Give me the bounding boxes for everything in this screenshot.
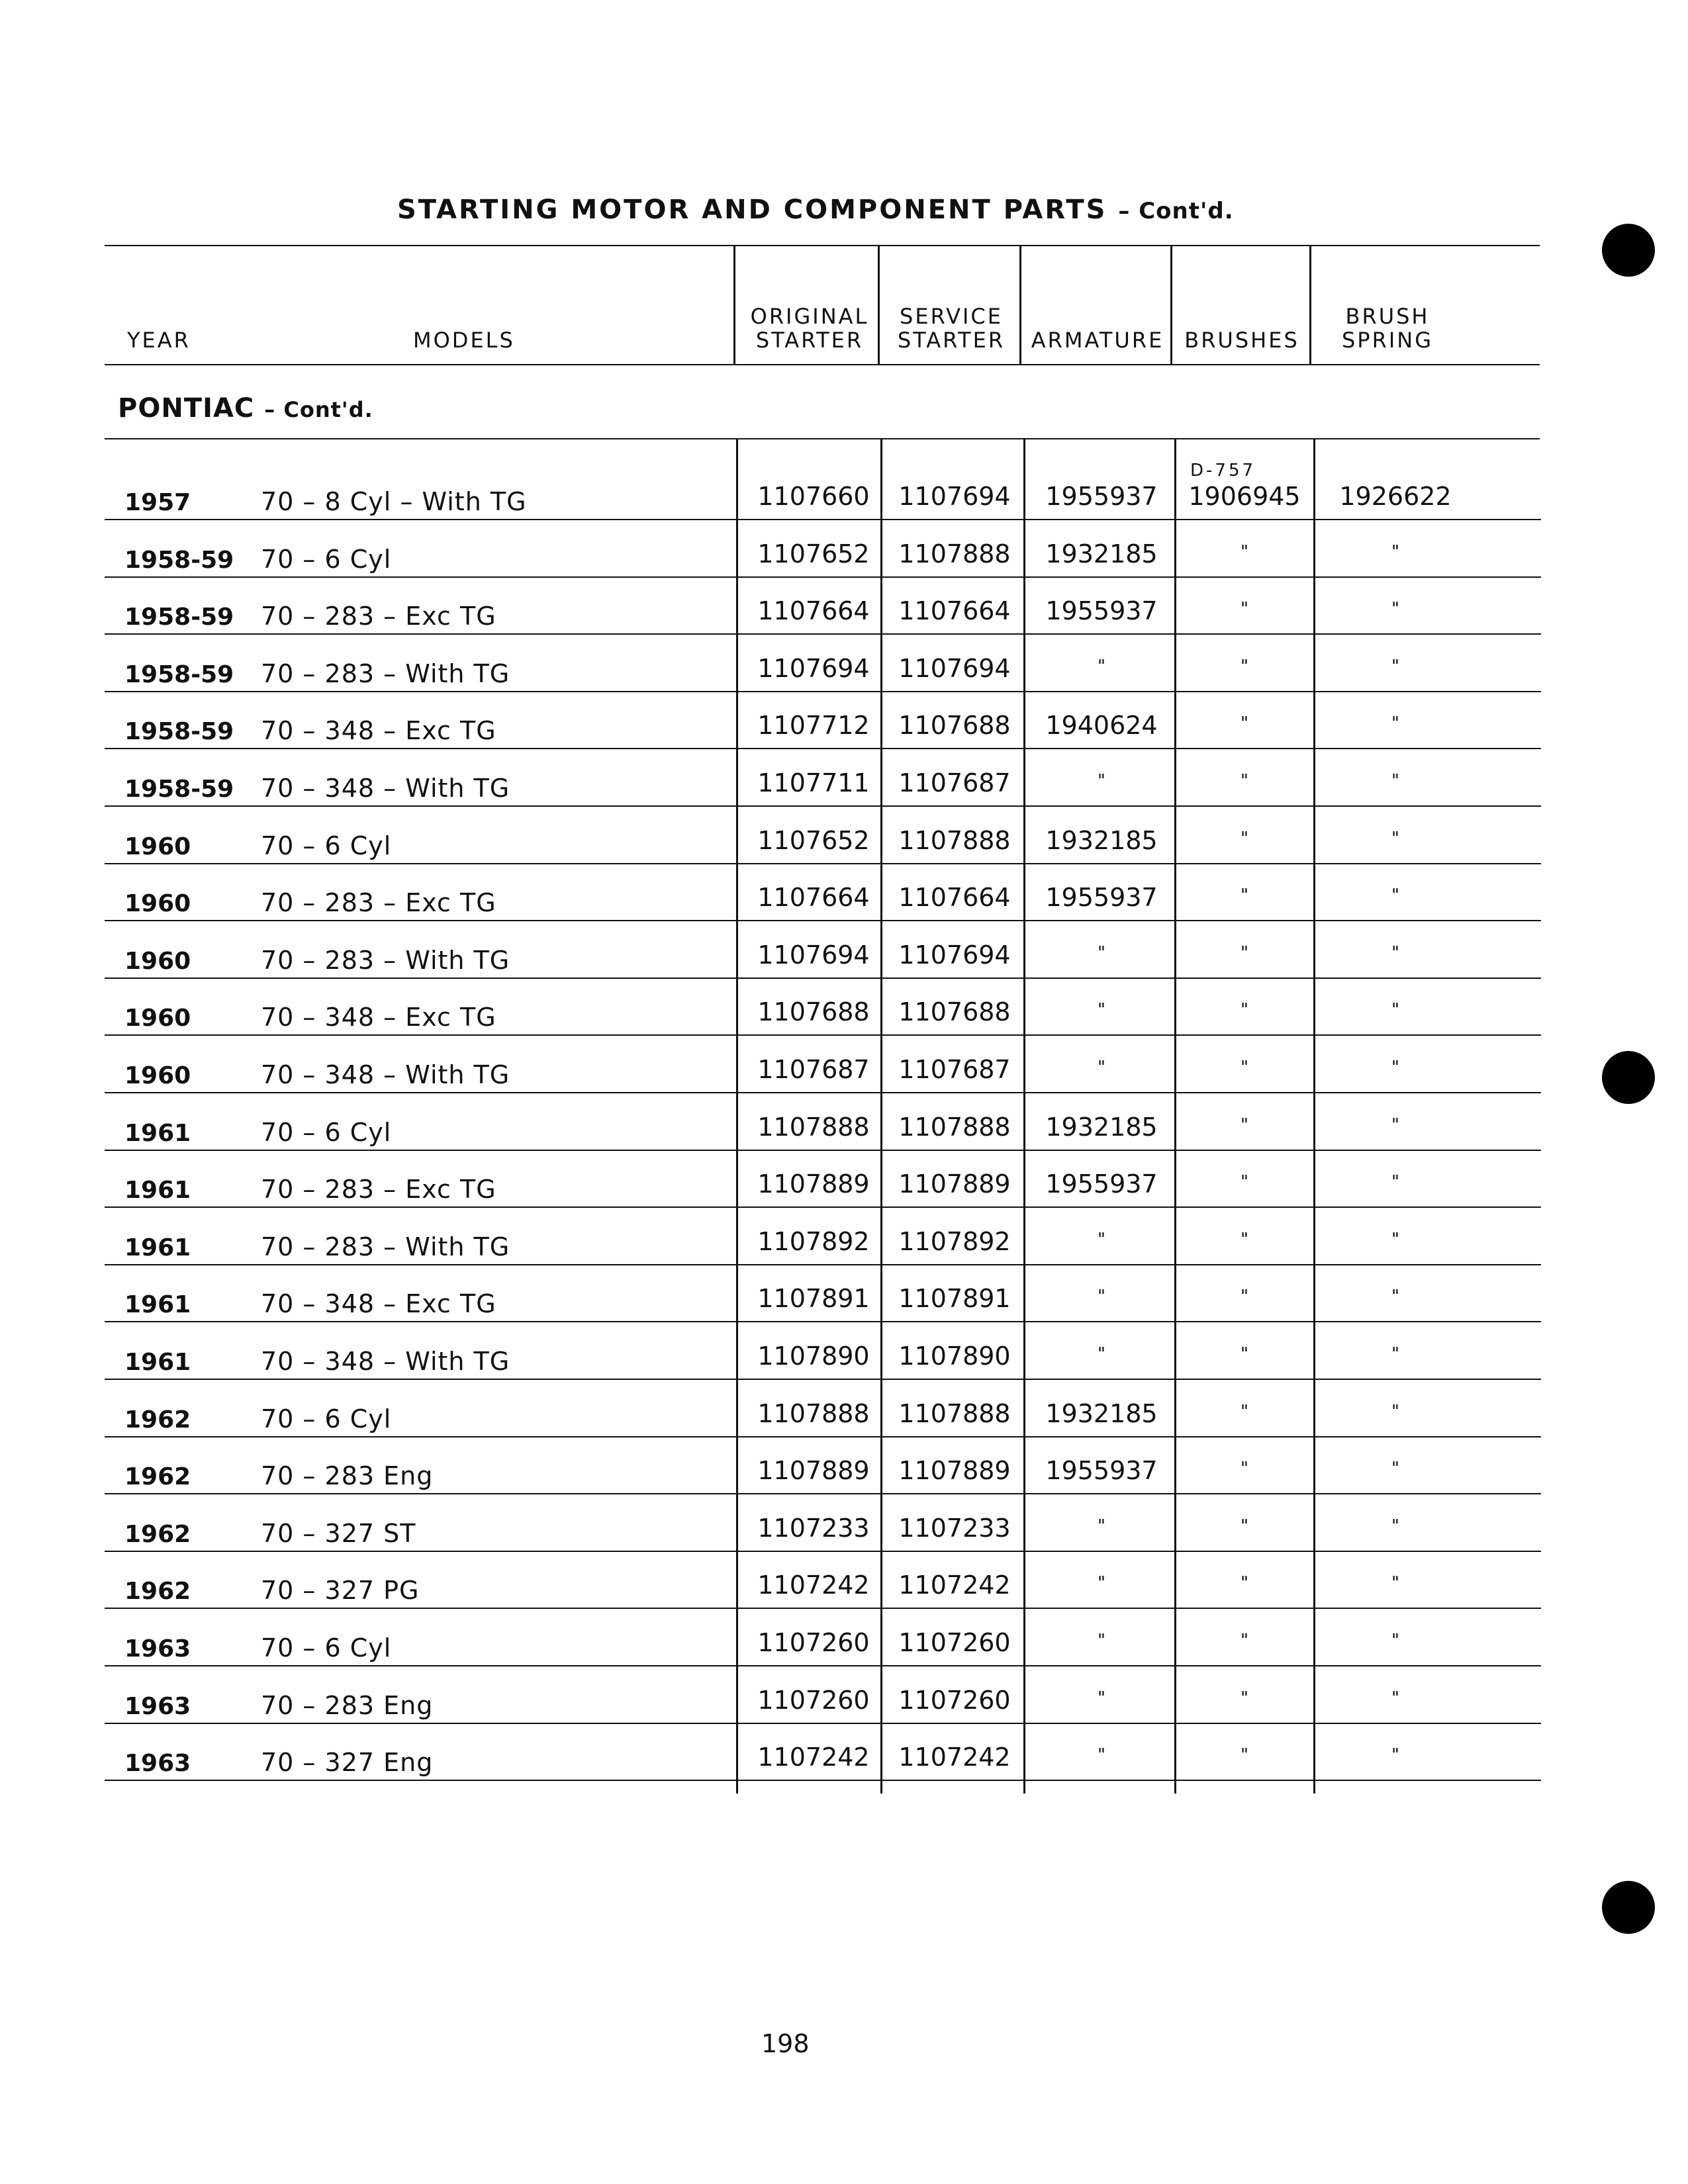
header-service [883, 304, 1019, 352]
row-service-starter: 1107888 [898, 825, 1011, 855]
row-year: 1961 [124, 1119, 191, 1147]
row-service-starter: 1107888 [898, 1112, 1011, 1142]
row-brushes: " [1241, 1343, 1248, 1364]
row-brushes: " [1241, 1688, 1248, 1708]
row-brushes: " [1241, 1287, 1248, 1307]
row-brush-spring: " [1391, 1000, 1399, 1021]
row-brushes: " [1241, 1401, 1248, 1422]
table-row [105, 692, 1541, 750]
row-model: 70 – 348 – With TG [261, 773, 510, 803]
row-original-starter: 1107694 [757, 940, 870, 970]
row-brush-spring: " [1391, 1688, 1399, 1708]
header-separator [1170, 246, 1172, 364]
table-row [105, 1609, 1541, 1666]
row-original-starter: 1107260 [757, 1685, 870, 1715]
row-service-starter: 1107233 [898, 1513, 1011, 1543]
row-service-starter: 1107664 [898, 883, 1011, 913]
row-model: 70 – 283 Eng [261, 1690, 434, 1720]
punch-hole [1602, 1881, 1655, 1934]
row-armature: " [1098, 656, 1105, 676]
row-armature: " [1098, 1287, 1105, 1307]
row-service-starter: 1107892 [898, 1226, 1011, 1256]
row-year: 1960 [124, 1062, 191, 1089]
header-separator [878, 246, 880, 364]
row-year: 1961 [124, 1234, 191, 1261]
row-model: 70 – 283 – Exc TG [261, 1175, 496, 1205]
header-separator [1309, 246, 1311, 364]
header-separator [733, 246, 735, 364]
row-brushes: " [1241, 713, 1248, 734]
row-brush-spring: " [1391, 1287, 1399, 1307]
row-armature: " [1098, 1516, 1105, 1536]
row-service-starter: 1107889 [898, 1456, 1011, 1486]
row-brushes: " [1241, 828, 1248, 848]
row-service-starter: 1107687 [898, 1054, 1011, 1084]
row-service-starter: 1107687 [898, 768, 1011, 797]
title-cont: – Cont'd. [1118, 198, 1234, 224]
row-year: 1958-59 [124, 775, 234, 803]
row-year: 1958-59 [124, 660, 234, 688]
section-name: PONTIAC [118, 393, 255, 424]
row-brushes: " [1241, 942, 1248, 963]
row-brush-spring: " [1391, 1745, 1399, 1766]
table-row [105, 1208, 1541, 1265]
row-armature: " [1098, 1229, 1105, 1250]
brushes-note: D-757 [1190, 461, 1256, 480]
row-service-starter: 1107694 [898, 653, 1011, 683]
row-original-starter: 1107652 [757, 825, 870, 855]
row-brushes: 1906945 [1188, 482, 1301, 511]
table-row [105, 1265, 1541, 1323]
table-row [105, 1093, 1541, 1151]
header-models: MODELS [413, 328, 515, 353]
row-brush-spring: 1926622 [1339, 482, 1452, 511]
row-armature: " [1098, 1573, 1105, 1594]
row-service-starter: 1107694 [898, 482, 1011, 511]
row-year: 1960 [124, 947, 191, 975]
section-heading [118, 393, 373, 424]
row-year: 1962 [124, 1406, 191, 1433]
header-bottom-rule [105, 364, 1540, 365]
row-model: 70 – 348 – Exc TG [261, 1003, 496, 1032]
row-service-starter: 1107242 [898, 1743, 1011, 1772]
row-year: 1960 [124, 833, 191, 860]
table-row [105, 635, 1541, 692]
table-row [105, 1552, 1541, 1610]
row-model: 70 – 6 Cyl [261, 1117, 392, 1147]
row-service-starter: 1107888 [898, 539, 1011, 569]
row-brush-spring: " [1391, 886, 1399, 906]
row-original-starter: 1107694 [757, 653, 870, 683]
row-year: 1961 [124, 1291, 191, 1319]
row-year: 1960 [124, 890, 191, 918]
row-year: 1957 [124, 489, 191, 516]
header-service-line2: STARTER [897, 328, 1006, 353]
row-service-starter: 1107688 [898, 711, 1011, 741]
row-brush-spring: " [1391, 1229, 1399, 1250]
row-brushes: " [1241, 656, 1248, 676]
table-row [105, 1494, 1541, 1552]
row-model: 70 – 283 Eng [261, 1461, 434, 1491]
row-armature: " [1098, 1343, 1105, 1364]
row-year: 1958-59 [124, 604, 234, 631]
table-row [105, 749, 1541, 807]
row-model: 70 – 283 – Exc TG [261, 602, 496, 631]
table-row [105, 520, 1541, 578]
table-row [105, 864, 1541, 922]
header-year: YEAR [127, 328, 191, 353]
row-model: 70 – 283 – With TG [261, 1232, 510, 1261]
row-original-starter: 1107664 [757, 596, 870, 626]
row-model: 70 – 6 Cyl [261, 544, 392, 574]
row-armature: " [1098, 1057, 1105, 1077]
row-armature: 1955937 [1045, 1169, 1158, 1199]
row-model: 70 – 348 – Exc TG [261, 1289, 496, 1319]
table-row [105, 1151, 1541, 1208]
row-year: 1962 [124, 1578, 191, 1606]
row-brushes: " [1241, 1630, 1248, 1651]
row-service-starter: 1107891 [898, 1284, 1011, 1314]
row-year: 1962 [124, 1463, 191, 1491]
row-armature: " [1098, 1745, 1105, 1766]
row-brush-spring: " [1391, 1401, 1399, 1422]
row-service-starter: 1107694 [898, 940, 1011, 970]
row-service-starter: 1107688 [898, 997, 1011, 1027]
row-original-starter: 1107711 [757, 768, 870, 797]
row-service-starter: 1107890 [898, 1341, 1011, 1371]
header-brushes: BRUSHES [1184, 328, 1299, 353]
row-model: 70 – 283 – Exc TG [261, 888, 496, 918]
row-brushes: " [1241, 886, 1248, 906]
row-armature: 1955937 [1045, 482, 1158, 511]
row-original-starter: 1107260 [757, 1627, 870, 1657]
row-brushes: " [1241, 541, 1248, 562]
table-row [105, 1380, 1541, 1437]
row-brushes: " [1241, 1573, 1248, 1594]
row-original-starter: 1107688 [757, 997, 870, 1027]
row-model: 70 – 8 Cyl – With TG [261, 487, 527, 516]
row-brushes: " [1241, 1459, 1248, 1479]
row-armature: " [1098, 1000, 1105, 1021]
table-row [105, 1666, 1541, 1724]
row-year: 1961 [124, 1348, 191, 1376]
row-model: 70 – 327 ST [261, 1518, 416, 1548]
row-service-starter: 1107664 [898, 596, 1011, 626]
row-service-starter: 1107260 [898, 1627, 1011, 1657]
row-service-starter: 1107242 [898, 1570, 1011, 1600]
row-brushes: " [1241, 1745, 1248, 1766]
row-brush-spring: " [1391, 942, 1399, 963]
row-original-starter: 1107888 [757, 1112, 870, 1142]
row-armature: " [1098, 1688, 1105, 1708]
row-brush-spring: " [1391, 713, 1399, 734]
row-service-starter: 1107888 [898, 1398, 1011, 1428]
row-year: 1962 [124, 1520, 191, 1548]
row-brush-spring: " [1391, 1172, 1399, 1193]
row-armature: 1955937 [1045, 596, 1158, 626]
row-original-starter: 1107652 [757, 539, 870, 569]
section-cont: – Cont'd. [264, 397, 373, 422]
row-model: 70 – 6 Cyl [261, 831, 392, 860]
header-spring-line2: SPRING [1341, 328, 1433, 353]
page-number: 198 [761, 2029, 810, 2058]
row-brush-spring: " [1391, 1343, 1399, 1364]
row-model: 70 – 6 Cyl [261, 1633, 392, 1662]
row-rule [105, 1780, 1541, 1781]
row-original-starter: 1107242 [757, 1743, 870, 1772]
header-service-line1: SERVICE [900, 304, 1003, 329]
punch-hole [1602, 1051, 1655, 1104]
row-brushes: " [1241, 599, 1248, 619]
row-original-starter: 1107888 [757, 1398, 870, 1428]
title-main: STARTING MOTOR AND COMPONENT PARTS [397, 195, 1107, 225]
row-brushes: " [1241, 1057, 1248, 1077]
row-brush-spring: " [1391, 599, 1399, 619]
row-original-starter: 1107712 [757, 711, 870, 741]
row-armature: 1955937 [1045, 1456, 1158, 1486]
row-model: 70 – 327 PG [261, 1576, 420, 1606]
row-year: 1963 [124, 1635, 191, 1662]
row-model: 70 – 6 Cyl [261, 1404, 392, 1433]
table-row [105, 921, 1541, 979]
row-original-starter: 1107660 [757, 482, 870, 511]
row-brushes: " [1241, 1172, 1248, 1193]
header-original [741, 304, 878, 352]
header-armature: ARMATURE [1031, 328, 1164, 353]
row-armature: 1932185 [1045, 539, 1158, 569]
row-brushes: " [1241, 1115, 1248, 1135]
row-service-starter: 1107889 [898, 1169, 1011, 1199]
row-brush-spring: " [1391, 1115, 1399, 1135]
table-row [105, 439, 1541, 520]
row-armature: " [1098, 942, 1105, 963]
row-year: 1963 [124, 1692, 191, 1720]
row-original-starter: 1107889 [757, 1169, 870, 1199]
row-armature: 1932185 [1045, 825, 1158, 855]
row-armature: " [1098, 1630, 1105, 1651]
row-brush-spring: " [1391, 541, 1399, 562]
row-armature: 1940624 [1045, 711, 1158, 741]
table-row [105, 807, 1541, 864]
row-model: 70 – 283 – With TG [261, 659, 510, 688]
row-original-starter: 1107687 [757, 1054, 870, 1084]
row-original-starter: 1107890 [757, 1341, 870, 1371]
row-model: 70 – 348 – Exc TG [261, 716, 496, 746]
row-original-starter: 1107233 [757, 1513, 870, 1543]
table-row [105, 1437, 1541, 1495]
table-row [105, 1322, 1541, 1380]
row-original-starter: 1107889 [757, 1456, 870, 1486]
row-year: 1958-59 [124, 546, 234, 574]
row-brush-spring: " [1391, 1630, 1399, 1651]
row-armature: 1932185 [1045, 1112, 1158, 1142]
row-original-starter: 1107892 [757, 1226, 870, 1256]
row-model: 70 – 283 – With TG [261, 945, 510, 975]
row-year: 1963 [124, 1750, 191, 1778]
row-year: 1960 [124, 1005, 191, 1032]
row-original-starter: 1107664 [757, 883, 870, 913]
row-brush-spring: " [1391, 1057, 1399, 1077]
row-brush-spring: " [1391, 770, 1399, 791]
row-brushes: " [1241, 1516, 1248, 1536]
row-model: 70 – 348 – With TG [261, 1060, 510, 1089]
row-brush-spring: " [1391, 1573, 1399, 1594]
row-year: 1961 [124, 1177, 191, 1205]
row-service-starter: 1107260 [898, 1685, 1011, 1715]
header-spring-line1: BRUSH [1345, 304, 1430, 329]
row-armature: " [1098, 770, 1105, 791]
header-original-line2: STARTER [755, 328, 864, 353]
row-armature: 1955937 [1045, 883, 1158, 913]
row-brushes: " [1241, 770, 1248, 791]
row-brush-spring: " [1391, 1516, 1399, 1536]
row-brush-spring: " [1391, 1459, 1399, 1479]
row-brush-spring: " [1391, 656, 1399, 676]
row-model: 70 – 327 Eng [261, 1748, 434, 1778]
row-original-starter: 1107891 [757, 1284, 870, 1314]
row-model: 70 – 348 – With TG [261, 1346, 510, 1376]
header-original-line1: ORIGINAL [750, 304, 869, 329]
row-year: 1958-59 [124, 718, 234, 746]
row-brushes: " [1241, 1000, 1248, 1021]
row-original-starter: 1107242 [757, 1570, 870, 1600]
row-brushes: " [1241, 1229, 1248, 1250]
table-row [105, 1724, 1541, 1782]
header-separator [1019, 246, 1021, 364]
page-title [397, 195, 1234, 225]
header-brush-spring [1315, 304, 1460, 352]
row-armature: 1932185 [1045, 1398, 1158, 1428]
table-row [105, 578, 1541, 635]
punch-hole [1602, 224, 1655, 277]
table-row [105, 979, 1541, 1036]
table-row [105, 1036, 1541, 1093]
row-brush-spring: " [1391, 828, 1399, 848]
header-top-rule [105, 245, 1540, 246]
